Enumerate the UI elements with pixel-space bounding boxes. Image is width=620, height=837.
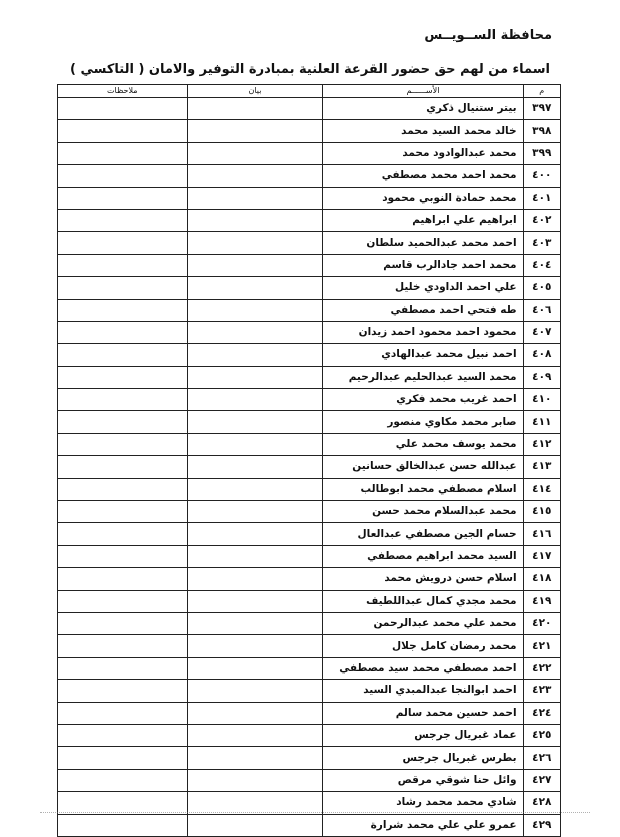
row-name: علي احمد الداودي خليل (323, 277, 523, 299)
table-row (58, 411, 561, 433)
table-row (58, 209, 561, 231)
row-number: ٤٢٠ (523, 612, 560, 634)
governorate-label: محافظة الســويــس (424, 28, 552, 43)
row-notes (58, 209, 188, 231)
table-row (58, 187, 561, 209)
row-number: ٤٠٧ (523, 321, 560, 343)
row-number: ٤٢٩ (523, 814, 560, 836)
row-name: احمد مصطفي محمد سيد مصطفي (323, 657, 523, 679)
row-notes (58, 389, 188, 411)
table-header-row (58, 85, 561, 98)
row-number: ٤٢٣ (523, 680, 560, 702)
row-notes (58, 501, 188, 523)
row-notes (58, 478, 188, 500)
row-name: محمود احمد محمود احمد زيدان (323, 321, 523, 343)
row-statement (187, 277, 323, 299)
row-statement (187, 187, 323, 209)
table-row (58, 657, 561, 679)
row-name: محمد عبدالسلام محمد حسن (323, 501, 523, 523)
row-number: ٤٢٥ (523, 724, 560, 746)
table-row (58, 702, 561, 724)
row-statement (187, 612, 323, 634)
row-name: طه فتحي احمد مصطفي (323, 299, 523, 321)
row-number: ٤٠٣ (523, 232, 560, 254)
table-row (58, 501, 561, 523)
row-notes (58, 590, 188, 612)
row-statement (187, 478, 323, 500)
row-notes (58, 321, 188, 343)
table-row (58, 389, 561, 411)
table-row (58, 769, 561, 791)
row-statement (187, 545, 323, 567)
row-number: ٤٠٨ (523, 344, 560, 366)
row-statement (187, 747, 323, 769)
row-number: ٣٩٧ (523, 98, 560, 120)
row-statement (187, 299, 323, 321)
table-row (58, 344, 561, 366)
table-row (58, 590, 561, 612)
row-notes (58, 657, 188, 679)
row-statement (187, 657, 323, 679)
table-row (58, 120, 561, 142)
row-number: ٤١٢ (523, 433, 560, 455)
row-number: ٤٠٥ (523, 277, 560, 299)
row-statement (187, 792, 323, 814)
row-notes (58, 187, 188, 209)
table-row (58, 232, 561, 254)
row-statement (187, 568, 323, 590)
row-name: ابراهيم علي ابراهيم (323, 209, 523, 231)
row-number: ٤١١ (523, 411, 560, 433)
row-notes (58, 299, 188, 321)
row-name: اسلام حسن درويش محمد (323, 568, 523, 590)
row-notes (58, 635, 188, 657)
row-name: محمد يوسف محمد علي (323, 433, 523, 455)
table-row (58, 299, 561, 321)
row-name: محمد حمادة النوبي محمود (323, 187, 523, 209)
row-number: ٤٠٤ (523, 254, 560, 276)
table-row (58, 568, 561, 590)
row-notes (58, 344, 188, 366)
row-name: صابر محمد مكاوي منصور (323, 411, 523, 433)
row-name: محمد احمد جادالرب قاسم (323, 254, 523, 276)
row-notes (58, 456, 188, 478)
row-name: شادي محمد محمد رشاد (323, 792, 523, 814)
page-footer-edge (40, 812, 590, 825)
row-name: عماد غبريال جرجس (323, 724, 523, 746)
row-number: ٤٢٤ (523, 702, 560, 724)
row-statement (187, 523, 323, 545)
row-number: ٤٢٦ (523, 747, 560, 769)
row-notes (58, 232, 188, 254)
row-number: ٤٢٧ (523, 769, 560, 791)
row-statement (187, 702, 323, 724)
row-notes (58, 792, 188, 814)
row-number: ٤١٤ (523, 478, 560, 500)
row-statement (187, 344, 323, 366)
row-statement (187, 501, 323, 523)
row-notes (58, 142, 188, 164)
row-name: احمد ابوالنجا عبدالمبدي السيد (323, 680, 523, 702)
row-notes (58, 433, 188, 455)
table-row (58, 98, 561, 120)
row-statement (187, 411, 323, 433)
table-row (58, 277, 561, 299)
row-number: ٤٢٨ (523, 792, 560, 814)
row-number: ٤١٧ (523, 545, 560, 567)
table-row (58, 321, 561, 343)
row-number: ٤٠١ (523, 187, 560, 209)
column-header-notes: ملاحظات (58, 85, 188, 98)
row-statement (187, 456, 323, 478)
row-name: محمد السيد عبدالحليم عبدالرحيم (323, 366, 523, 388)
row-notes (58, 165, 188, 187)
row-number: ٤٠٢ (523, 209, 560, 231)
row-notes (58, 411, 188, 433)
document-title: اسماء من لهم حق حضور القرعة العلنية بمبادرة التوفير والامان ( التاكسي ) (69, 62, 551, 77)
table-row (58, 456, 561, 478)
row-number: ٤٠٩ (523, 366, 560, 388)
row-statement (187, 680, 323, 702)
table-row (58, 747, 561, 769)
table-row (58, 165, 561, 187)
row-statement (187, 232, 323, 254)
row-number: ٤٢٢ (523, 657, 560, 679)
table-row (58, 724, 561, 746)
row-number: ٣٩٩ (523, 142, 560, 164)
row-name: محمد رمضان كامل جلال (323, 635, 523, 657)
row-number: ٤٢١ (523, 635, 560, 657)
row-number: ٤١٠ (523, 389, 560, 411)
column-header-name: الأســــــم (323, 85, 523, 98)
row-statement (187, 254, 323, 276)
table-row (58, 142, 561, 164)
row-name: احمد محمد عبدالحميد سلطان (323, 232, 523, 254)
row-notes (58, 98, 188, 120)
row-statement (187, 321, 323, 343)
row-notes (58, 545, 188, 567)
row-notes (58, 120, 188, 142)
row-name: السيد محمد ابراهيم مصطفي (323, 545, 523, 567)
row-name: محمد مجدي كمال عبداللطيف (323, 590, 523, 612)
row-notes (58, 254, 188, 276)
row-name: حسام الجين مصطفي عبدالعال (323, 523, 523, 545)
table-row (58, 366, 561, 388)
row-name: احمد غريب محمد فكري (323, 389, 523, 411)
row-statement (187, 209, 323, 231)
row-notes (58, 747, 188, 769)
table-row (58, 635, 561, 657)
row-statement (187, 366, 323, 388)
row-name: خالد محمد السيد محمد (323, 120, 523, 142)
row-name: احمد نبيل محمد عبدالهادي (323, 344, 523, 366)
row-statement (187, 724, 323, 746)
table-row (58, 433, 561, 455)
table-row (58, 254, 561, 276)
row-notes (58, 724, 188, 746)
attendees-table (57, 84, 561, 837)
table-row (58, 612, 561, 634)
table-row (58, 478, 561, 500)
row-name: عمرو علي علي محمد شرارة (323, 814, 523, 836)
row-name: بطرس غبريال جرجس (323, 747, 523, 769)
row-name: محمد عبدالوادود محمد (323, 142, 523, 164)
row-statement (187, 769, 323, 791)
table-row (58, 523, 561, 545)
row-number: ٤١٣ (523, 456, 560, 478)
row-number: ٤١٥ (523, 501, 560, 523)
row-statement (187, 142, 323, 164)
row-name: وائل حنا شوقي مرقص (323, 769, 523, 791)
row-notes (58, 277, 188, 299)
row-statement (187, 389, 323, 411)
row-notes (58, 366, 188, 388)
row-statement (187, 165, 323, 187)
row-notes (58, 769, 188, 791)
row-statement (187, 635, 323, 657)
row-statement (187, 120, 323, 142)
row-name: عبدالله حسن عبدالخالق حسانين (323, 456, 523, 478)
row-number: ٤١٨ (523, 568, 560, 590)
row-notes (58, 523, 188, 545)
row-number: ٣٩٨ (523, 120, 560, 142)
table-row (58, 545, 561, 567)
row-name: اسلام مصطفي محمد ابوطالب (323, 478, 523, 500)
row-statement (187, 98, 323, 120)
row-number: ٤٠٠ (523, 165, 560, 187)
row-name: احمد حسين محمد سالم (323, 702, 523, 724)
row-statement (187, 590, 323, 612)
row-notes (58, 680, 188, 702)
row-notes (58, 568, 188, 590)
row-name: محمد احمد محمد مصطفي (323, 165, 523, 187)
table-row (58, 792, 561, 814)
column-header-statement: بيان (187, 85, 323, 98)
row-statement (187, 433, 323, 455)
row-number: ٤١٦ (523, 523, 560, 545)
column-header-number: م (523, 85, 560, 98)
row-name: محمد علي محمد عبدالرحمن (323, 612, 523, 634)
row-number: ٤٠٦ (523, 299, 560, 321)
table-row (58, 680, 561, 702)
row-notes (58, 702, 188, 724)
row-name: بيتر ستنيال ذكري (323, 98, 523, 120)
row-notes (58, 612, 188, 634)
row-number: ٤١٩ (523, 590, 560, 612)
